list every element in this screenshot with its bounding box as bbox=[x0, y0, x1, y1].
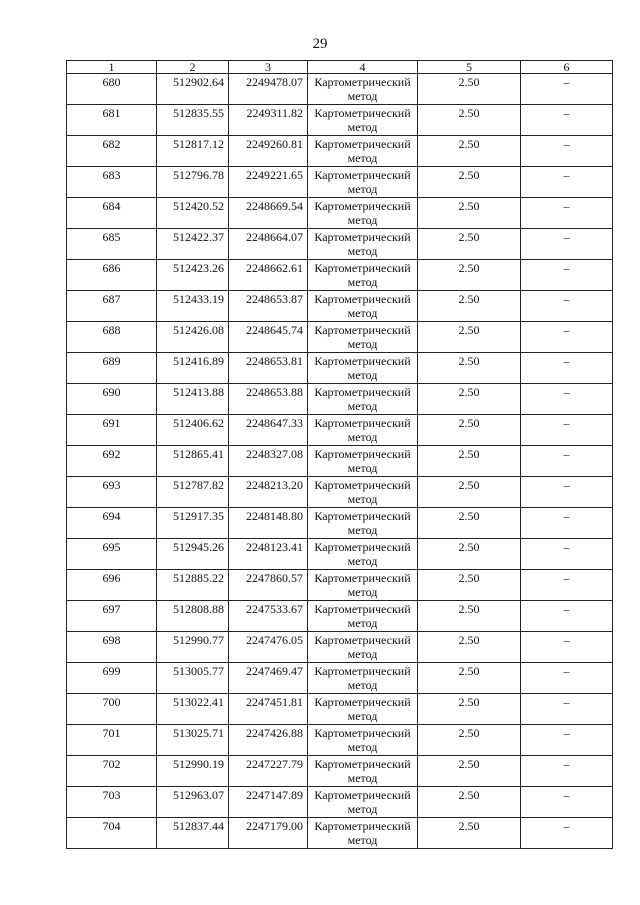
table-row bbox=[67, 167, 613, 198]
x-coordinate-cell: 513025.71 bbox=[157, 725, 229, 756]
y-coordinate-cell: 2249221.65 bbox=[229, 167, 308, 198]
point-number-cell: 684 bbox=[67, 198, 157, 229]
x-coordinate-cell: 512990.77 bbox=[157, 632, 229, 663]
point-number-cell: 680 bbox=[67, 74, 157, 105]
point-number-cell: 701 bbox=[67, 725, 157, 756]
point-number-cell: 695 bbox=[67, 539, 157, 570]
point-number-cell: 703 bbox=[67, 787, 157, 818]
point-number-cell: 704 bbox=[67, 818, 157, 849]
accuracy-cell: 2.50 bbox=[418, 694, 521, 725]
table-row bbox=[67, 322, 613, 353]
method-cell: Картометрический метод bbox=[308, 136, 418, 167]
note-cell: – bbox=[521, 353, 613, 384]
x-coordinate-cell: 512426.08 bbox=[157, 322, 229, 353]
table-row bbox=[67, 446, 613, 477]
y-coordinate-cell: 2249478.07 bbox=[229, 74, 308, 105]
table-row bbox=[67, 694, 613, 725]
x-coordinate-cell: 512835.55 bbox=[157, 105, 229, 136]
method-cell: Картометрический метод bbox=[308, 539, 418, 570]
point-number-cell: 696 bbox=[67, 570, 157, 601]
point-number-cell: 683 bbox=[67, 167, 157, 198]
x-coordinate-cell: 512817.12 bbox=[157, 136, 229, 167]
note-cell: – bbox=[521, 384, 613, 415]
y-coordinate-cell: 2247860.57 bbox=[229, 570, 308, 601]
method-cell: Картометрический метод bbox=[308, 663, 418, 694]
x-coordinate-cell: 512796.78 bbox=[157, 167, 229, 198]
column-header: 3 bbox=[229, 61, 308, 74]
method-cell: Картометрический метод bbox=[308, 74, 418, 105]
point-number-cell: 702 bbox=[67, 756, 157, 787]
table-row bbox=[67, 291, 613, 322]
method-cell: Картометрический метод bbox=[308, 322, 418, 353]
accuracy-cell: 2.50 bbox=[418, 74, 521, 105]
table-row bbox=[67, 229, 613, 260]
note-cell: – bbox=[521, 787, 613, 818]
note-cell: – bbox=[521, 818, 613, 849]
note-cell: – bbox=[521, 508, 613, 539]
table-row bbox=[67, 663, 613, 694]
note-cell: – bbox=[521, 756, 613, 787]
note-cell: – bbox=[521, 105, 613, 136]
y-coordinate-cell: 2248662.61 bbox=[229, 260, 308, 291]
y-coordinate-cell: 2248653.88 bbox=[229, 384, 308, 415]
method-cell: Картометрический метод bbox=[308, 632, 418, 663]
y-coordinate-cell: 2248213.20 bbox=[229, 477, 308, 508]
x-coordinate-cell: 512416.89 bbox=[157, 353, 229, 384]
column-header: 2 bbox=[157, 61, 229, 74]
table-row bbox=[67, 415, 613, 446]
method-cell: Картометрический метод bbox=[308, 818, 418, 849]
point-number-cell: 687 bbox=[67, 291, 157, 322]
y-coordinate-cell: 2248664.07 bbox=[229, 229, 308, 260]
table-row bbox=[67, 105, 613, 136]
x-coordinate-cell: 512885.22 bbox=[157, 570, 229, 601]
note-cell: – bbox=[521, 260, 613, 291]
column-header: 4 bbox=[308, 61, 418, 74]
y-coordinate-cell: 2247533.67 bbox=[229, 601, 308, 632]
table-row bbox=[67, 818, 613, 849]
note-cell: – bbox=[521, 322, 613, 353]
table-row bbox=[67, 353, 613, 384]
x-coordinate-cell: 512420.52 bbox=[157, 198, 229, 229]
note-cell: – bbox=[521, 136, 613, 167]
y-coordinate-cell: 2248327.08 bbox=[229, 446, 308, 477]
note-cell: – bbox=[521, 74, 613, 105]
method-cell: Картометрический метод bbox=[308, 384, 418, 415]
note-cell: – bbox=[521, 291, 613, 322]
table-row bbox=[67, 136, 613, 167]
accuracy-cell: 2.50 bbox=[418, 446, 521, 477]
table-row bbox=[67, 787, 613, 818]
accuracy-cell: 2.50 bbox=[418, 260, 521, 291]
x-coordinate-cell: 512945.26 bbox=[157, 539, 229, 570]
note-cell: – bbox=[521, 725, 613, 756]
method-cell: Картометрический метод bbox=[308, 694, 418, 725]
accuracy-cell: 2.50 bbox=[418, 787, 521, 818]
x-coordinate-cell: 512406.62 bbox=[157, 415, 229, 446]
point-number-cell: 686 bbox=[67, 260, 157, 291]
table-row bbox=[67, 725, 613, 756]
method-cell: Картометрический метод bbox=[308, 260, 418, 291]
accuracy-cell: 2.50 bbox=[418, 229, 521, 260]
note-cell: – bbox=[521, 694, 613, 725]
y-coordinate-cell: 2247147.89 bbox=[229, 787, 308, 818]
point-number-cell: 688 bbox=[67, 322, 157, 353]
x-coordinate-cell: 512917.35 bbox=[157, 508, 229, 539]
note-cell: – bbox=[521, 446, 613, 477]
x-coordinate-cell: 512413.88 bbox=[157, 384, 229, 415]
point-number-cell: 685 bbox=[67, 229, 157, 260]
accuracy-cell: 2.50 bbox=[418, 136, 521, 167]
note-cell: – bbox=[521, 167, 613, 198]
accuracy-cell: 2.50 bbox=[418, 725, 521, 756]
point-number-cell: 700 bbox=[67, 694, 157, 725]
y-coordinate-cell: 2248647.33 bbox=[229, 415, 308, 446]
point-number-cell: 693 bbox=[67, 477, 157, 508]
y-coordinate-cell: 2249260.81 bbox=[229, 136, 308, 167]
point-number-cell: 694 bbox=[67, 508, 157, 539]
note-cell: – bbox=[521, 415, 613, 446]
table-row bbox=[67, 477, 613, 508]
y-coordinate-cell: 2247426.88 bbox=[229, 725, 308, 756]
y-coordinate-cell: 2248148.80 bbox=[229, 508, 308, 539]
x-coordinate-cell: 512433.19 bbox=[157, 291, 229, 322]
x-coordinate-cell: 513005.77 bbox=[157, 663, 229, 694]
y-coordinate-cell: 2248123.41 bbox=[229, 539, 308, 570]
accuracy-cell: 2.50 bbox=[418, 322, 521, 353]
point-number-cell: 691 bbox=[67, 415, 157, 446]
table-row bbox=[67, 74, 613, 105]
accuracy-cell: 2.50 bbox=[418, 353, 521, 384]
point-number-cell: 682 bbox=[67, 136, 157, 167]
x-coordinate-cell: 512990.19 bbox=[157, 756, 229, 787]
accuracy-cell: 2.50 bbox=[418, 105, 521, 136]
accuracy-cell: 2.50 bbox=[418, 818, 521, 849]
method-cell: Картометрический метод bbox=[308, 725, 418, 756]
point-number-cell: 689 bbox=[67, 353, 157, 384]
method-cell: Картометрический метод bbox=[308, 601, 418, 632]
x-coordinate-cell: 512837.44 bbox=[157, 818, 229, 849]
accuracy-cell: 2.50 bbox=[418, 508, 521, 539]
point-number-cell: 699 bbox=[67, 663, 157, 694]
table-row bbox=[67, 632, 613, 663]
method-cell: Картометрический метод bbox=[308, 446, 418, 477]
y-coordinate-cell: 2248669.54 bbox=[229, 198, 308, 229]
accuracy-cell: 2.50 bbox=[418, 198, 521, 229]
note-cell: – bbox=[521, 229, 613, 260]
method-cell: Картометрический метод bbox=[308, 415, 418, 446]
method-cell: Картометрический метод bbox=[308, 291, 418, 322]
table-row bbox=[67, 198, 613, 229]
accuracy-cell: 2.50 bbox=[418, 167, 521, 198]
x-coordinate-cell: 512423.26 bbox=[157, 260, 229, 291]
method-cell: Картометрический метод bbox=[308, 787, 418, 818]
page-number: 29 bbox=[312, 36, 328, 52]
table-body bbox=[67, 74, 613, 849]
header-row bbox=[67, 61, 613, 74]
point-number-cell: 697 bbox=[67, 601, 157, 632]
y-coordinate-cell: 2247469.47 bbox=[229, 663, 308, 694]
table-header bbox=[67, 61, 613, 74]
accuracy-cell: 2.50 bbox=[418, 756, 521, 787]
method-cell: Картометрический метод bbox=[308, 229, 418, 260]
x-coordinate-cell: 513022.41 bbox=[157, 694, 229, 725]
note-cell: – bbox=[521, 198, 613, 229]
table-row bbox=[67, 384, 613, 415]
note-cell: – bbox=[521, 477, 613, 508]
accuracy-cell: 2.50 bbox=[418, 539, 521, 570]
table-row bbox=[67, 508, 613, 539]
note-cell: – bbox=[521, 632, 613, 663]
accuracy-cell: 2.50 bbox=[418, 415, 521, 446]
note-cell: – bbox=[521, 601, 613, 632]
accuracy-cell: 2.50 bbox=[418, 291, 521, 322]
x-coordinate-cell: 512902.64 bbox=[157, 74, 229, 105]
table-row bbox=[67, 756, 613, 787]
method-cell: Картометрический метод bbox=[308, 570, 418, 601]
x-coordinate-cell: 512422.37 bbox=[157, 229, 229, 260]
note-cell: – bbox=[521, 570, 613, 601]
coordinates-table bbox=[66, 60, 613, 849]
accuracy-cell: 2.50 bbox=[418, 663, 521, 694]
point-number-cell: 698 bbox=[67, 632, 157, 663]
y-coordinate-cell: 2248645.74 bbox=[229, 322, 308, 353]
method-cell: Картометрический метод bbox=[308, 508, 418, 539]
x-coordinate-cell: 512865.41 bbox=[157, 446, 229, 477]
note-cell: – bbox=[521, 539, 613, 570]
accuracy-cell: 2.50 bbox=[418, 632, 521, 663]
point-number-cell: 692 bbox=[67, 446, 157, 477]
table-row bbox=[67, 539, 613, 570]
y-coordinate-cell: 2247451.81 bbox=[229, 694, 308, 725]
accuracy-cell: 2.50 bbox=[418, 601, 521, 632]
column-header: 1 bbox=[67, 61, 157, 74]
column-header: 6 bbox=[521, 61, 613, 74]
table-row bbox=[67, 601, 613, 632]
accuracy-cell: 2.50 bbox=[418, 570, 521, 601]
method-cell: Картометрический метод bbox=[308, 477, 418, 508]
y-coordinate-cell: 2248653.81 bbox=[229, 353, 308, 384]
x-coordinate-cell: 512808.88 bbox=[157, 601, 229, 632]
point-number-cell: 690 bbox=[67, 384, 157, 415]
method-cell: Картометрический метод bbox=[308, 756, 418, 787]
y-coordinate-cell: 2247476.05 bbox=[229, 632, 308, 663]
method-cell: Картометрический метод bbox=[308, 105, 418, 136]
y-coordinate-cell: 2247227.79 bbox=[229, 756, 308, 787]
table-row bbox=[67, 570, 613, 601]
y-coordinate-cell: 2247179.00 bbox=[229, 818, 308, 849]
table-row bbox=[67, 260, 613, 291]
x-coordinate-cell: 512787.82 bbox=[157, 477, 229, 508]
y-coordinate-cell: 2249311.82 bbox=[229, 105, 308, 136]
method-cell: Картометрический метод bbox=[308, 198, 418, 229]
accuracy-cell: 2.50 bbox=[418, 384, 521, 415]
method-cell: Картометрический метод bbox=[308, 167, 418, 198]
column-header: 5 bbox=[418, 61, 521, 74]
x-coordinate-cell: 512963.07 bbox=[157, 787, 229, 818]
y-coordinate-cell: 2248653.87 bbox=[229, 291, 308, 322]
point-number-cell: 681 bbox=[67, 105, 157, 136]
note-cell: – bbox=[521, 663, 613, 694]
method-cell: Картометрический метод bbox=[308, 353, 418, 384]
accuracy-cell: 2.50 bbox=[418, 477, 521, 508]
